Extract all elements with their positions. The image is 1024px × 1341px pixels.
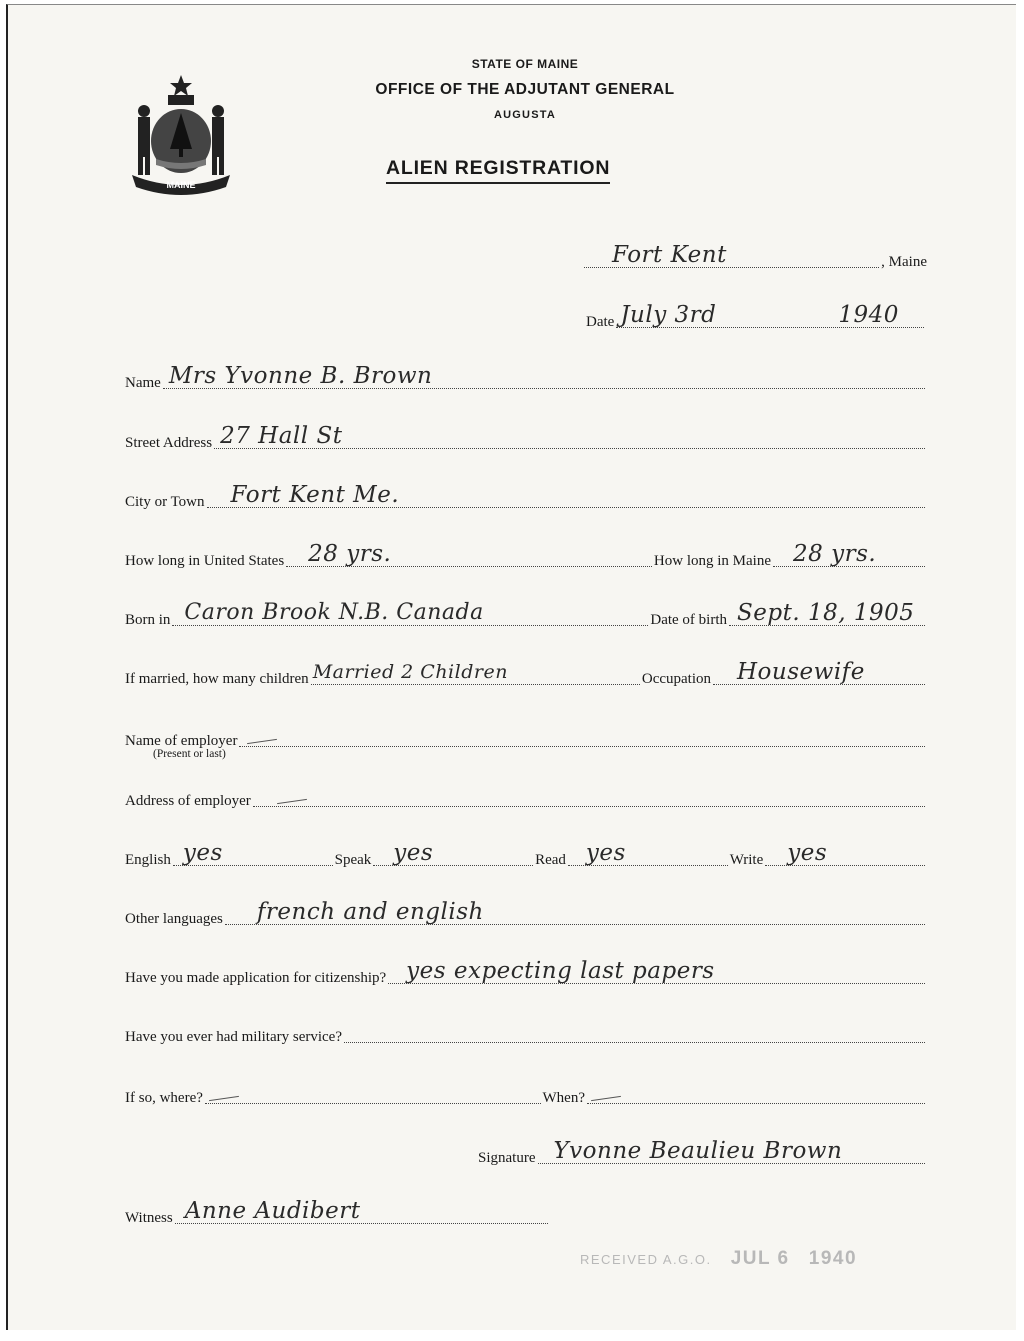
seal-text: MAINE [166,180,196,190]
military-row [125,1022,927,1046]
speak-field[interactable] [373,840,533,866]
english-field[interactable] [173,840,333,866]
stamp-year: 1940 [808,1248,858,1269]
birth-row [125,600,927,629]
children-label: If married, how many children [125,671,309,687]
languages-row [125,899,927,928]
name-row [125,363,927,392]
witness-row [125,1198,550,1227]
city-row [125,482,927,511]
city-field[interactable] [207,482,925,508]
city-value: Fort Kent Me. [230,482,400,508]
when-field[interactable] [587,1089,925,1104]
signature-label: Signature [478,1150,536,1166]
citizenship-field[interactable] [388,958,925,984]
stamp-date: JUL 6 [730,1248,790,1269]
name-field[interactable] [163,363,925,389]
english-value: yes [182,840,223,866]
children-field[interactable] [311,661,640,685]
employer-address-field[interactable] [253,792,925,807]
born-label: Born in [125,612,171,628]
header-state: STATE OF MAINE [471,57,579,71]
us-label: How long in United States [125,553,285,569]
born-field[interactable] [172,600,648,626]
maine-field[interactable] [773,541,925,567]
employer-field[interactable] [239,732,925,747]
witness-value: Anne Audibert [184,1198,361,1224]
name-value: Mrs Yvonne B. Brown [168,363,433,389]
street-label: Street Address [125,435,213,451]
date-row [586,302,926,331]
maine-state-seal-icon [126,71,236,197]
languages-value: french and english [256,899,484,925]
signature-row [478,1138,927,1167]
languages-label: Other languages [125,911,223,927]
us-field[interactable] [286,541,652,567]
street-value: 27 Hall St [220,423,343,449]
maine-label: How long in Maine [653,553,771,569]
family-row [125,659,927,688]
place-field[interactable] [584,242,879,268]
english-label: English [125,852,171,868]
signature-field[interactable] [538,1138,926,1164]
dob-label: Date of birth [650,612,727,628]
date-year-value: 1940 [838,302,899,328]
citizenship-value: yes expecting last papers [406,958,715,984]
employer-label: Name of employer [125,733,238,749]
read-field[interactable] [568,840,728,866]
received-stamp [580,1248,857,1270]
place-suffix-label: , Maine [881,254,927,270]
speak-value: yes [393,840,434,866]
occupation-value: Housewife [737,659,865,685]
place-row [582,242,927,271]
where-label: If so, where? [125,1090,203,1106]
employer-address-dash [277,799,307,804]
when-label: When? [542,1090,585,1106]
citizenship-label: Have you made application for citizenship? [125,970,387,986]
header-office: OFFICE OF THE ADJUTANT GENERAL [375,81,675,98]
residence-row [125,541,927,570]
employer-sublabel: (Present or last) [153,748,226,760]
write-value: yes [787,840,828,866]
speak-label: Speak [334,852,372,868]
us-value: 28 yrs. [308,541,392,567]
city-label: City or Town [125,494,205,510]
dob-field[interactable] [729,600,925,626]
english-row [125,840,927,869]
place-value: Fort Kent [612,242,727,268]
read-label: Read [535,852,566,868]
read-value: yes [585,840,626,866]
employer-address-label: Address of employer [125,793,251,809]
form-title: ALIEN REGISTRATION [386,157,610,184]
dob-value: Sept. 18, 1905 [737,600,915,626]
when-dash [591,1096,621,1101]
write-field[interactable] [765,840,925,866]
languages-field[interactable] [225,899,925,925]
employer-row [125,726,927,750]
signature-value: Yvonne Beaulieu Brown [553,1138,843,1164]
military-label: Have you ever had military service? [125,1029,342,1045]
registration-form-page [6,4,1016,1330]
employer-dash [248,739,278,744]
date-field[interactable] [616,302,924,328]
header-city: AUGUSTA [494,109,556,121]
where-when-row [125,1083,927,1107]
street-field[interactable] [214,423,925,449]
witness-label: Witness [125,1210,173,1226]
where-dash [209,1096,239,1101]
children-value: Married 2 Children [312,661,508,683]
street-row [125,423,927,452]
maine-value: 28 yrs. [793,541,877,567]
occupation-field[interactable] [713,659,925,685]
born-value: Caron Brook N.B. Canada [184,600,484,625]
witness-field[interactable] [175,1198,548,1224]
date-label: Date [586,314,615,330]
where-field[interactable] [205,1089,541,1104]
stamp-text: RECEIVED A.G.O. [580,1252,712,1267]
citizenship-row [125,958,927,987]
employer-address-row [125,786,927,810]
name-label: Name [125,375,161,391]
occupation-label: Occupation [641,671,711,687]
military-field[interactable] [344,1028,925,1043]
write-label: Write [729,852,764,868]
date-value: July 3rd [620,302,717,328]
